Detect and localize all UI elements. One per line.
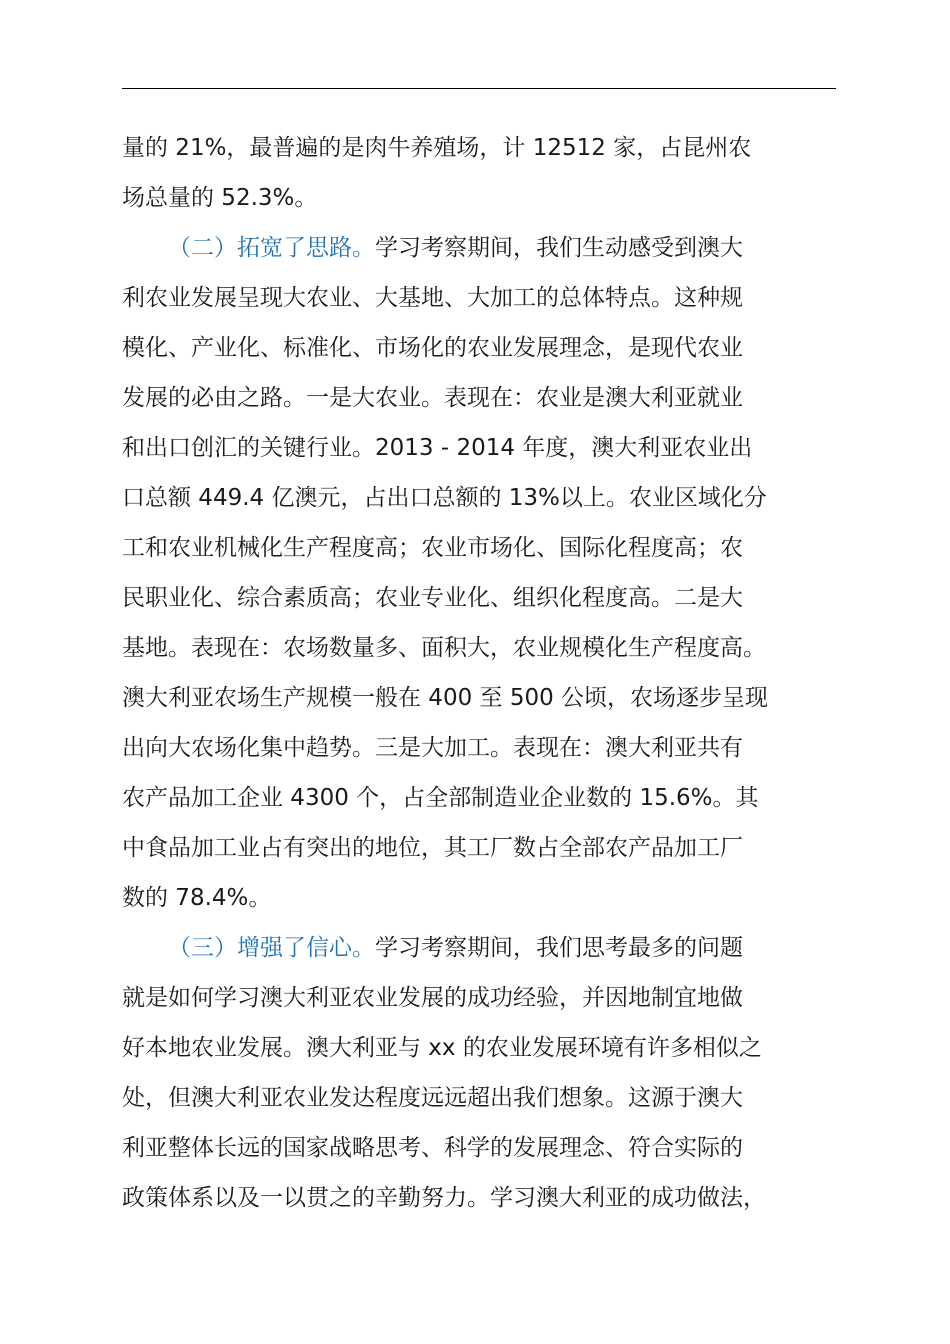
- line-text: 和出口创汇的关键行业。2013 - 2014 年度，澳大利亚农业出: [122, 435, 753, 461]
- text-line: [122, 1023, 852, 1073]
- text-line: [122, 1173, 852, 1223]
- paragraph-first-line: [168, 923, 898, 973]
- text-line: [122, 623, 852, 673]
- text-line: [122, 373, 852, 423]
- text-line: [122, 873, 852, 923]
- text-line: [122, 523, 852, 573]
- text-line: [122, 323, 852, 373]
- line-text: 利农业发展呈现大农业、大基地、大加工的总体特点。这种规: [122, 285, 743, 311]
- text-line: [122, 673, 852, 723]
- text-line: [122, 773, 852, 823]
- line-text: 农产品加工企业 4300 个，占全部制造业企业数的 15.6%。其: [122, 785, 759, 811]
- line-text: 中食品加工业占有突出的地位，其工厂数占全部农产品加工厂: [122, 835, 743, 861]
- text-line: [122, 173, 852, 223]
- text-line: [122, 473, 852, 523]
- line-text: 出向大农场化集中趋势。三是大加工。表现在：澳大利亚共有: [122, 735, 743, 761]
- line-text: 场总量的 52.3%。: [122, 185, 318, 211]
- line-text: 澳大利亚农场生产规模一般在 400 至 500 公顷，农场逐步呈现: [122, 685, 769, 711]
- line-text: 基地。表现在：农场数量多、面积大，农业规模化生产程度高。: [122, 635, 766, 661]
- paragraph-first-line: [168, 223, 898, 273]
- text-line: [122, 573, 852, 623]
- line-text: 就是如何学习澳大利亚农业发展的成功经验，并因地制宜地做: [122, 985, 743, 1011]
- header-rule: [122, 88, 836, 89]
- text-line: [122, 1123, 852, 1173]
- text-line: [122, 723, 852, 773]
- line-text: 数的 78.4%。: [122, 885, 272, 911]
- text-line: [122, 123, 852, 173]
- section-heading: （三）增强了信心。: [168, 935, 375, 961]
- line-text: 模化、产业化、标准化、市场化的农业发展理念，是现代农业: [122, 335, 743, 361]
- line-text: 量的 21%，最普遍的是肉牛养殖场，计 12512 家，占昆州农: [122, 135, 752, 161]
- line-text: 发展的必由之路。一是大农业。表现在：农业是澳大利亚就业: [122, 385, 743, 411]
- line-text: 政策体系以及一以贯之的辛勤努力。学习澳大利亚的成功做法，: [122, 1185, 766, 1211]
- line-text: 利亚整体长远的国家战略思考、科学的发展理念、符合实际的: [122, 1135, 743, 1161]
- section-heading: （二）拓宽了思路。: [168, 235, 375, 261]
- text-line: [122, 273, 852, 323]
- line-text: 民职业化、综合素质高；农业专业化、组织化程度高。二是大: [122, 585, 743, 611]
- text-line: [122, 823, 852, 873]
- line-text: 工和农业机械化生产程度高；农业市场化、国际化程度高；农: [122, 535, 743, 561]
- line-text: 学习考察期间，我们生动感受到澳大: [375, 235, 743, 261]
- line-text: 好本地农业发展。澳大利亚与 xx 的农业发展环境有许多相似之: [122, 1035, 762, 1061]
- line-text: 口总额 449.4 亿澳元，占出口总额的 13%以上。农业区域化分: [122, 485, 767, 511]
- text-line: [122, 1073, 852, 1123]
- text-line: [122, 423, 852, 473]
- line-text: 学习考察期间，我们思考最多的问题: [375, 935, 743, 961]
- line-text: 处，但澳大利亚农业发达程度远远超出我们想象。这源于澳大: [122, 1085, 743, 1111]
- text-line: [122, 973, 852, 1023]
